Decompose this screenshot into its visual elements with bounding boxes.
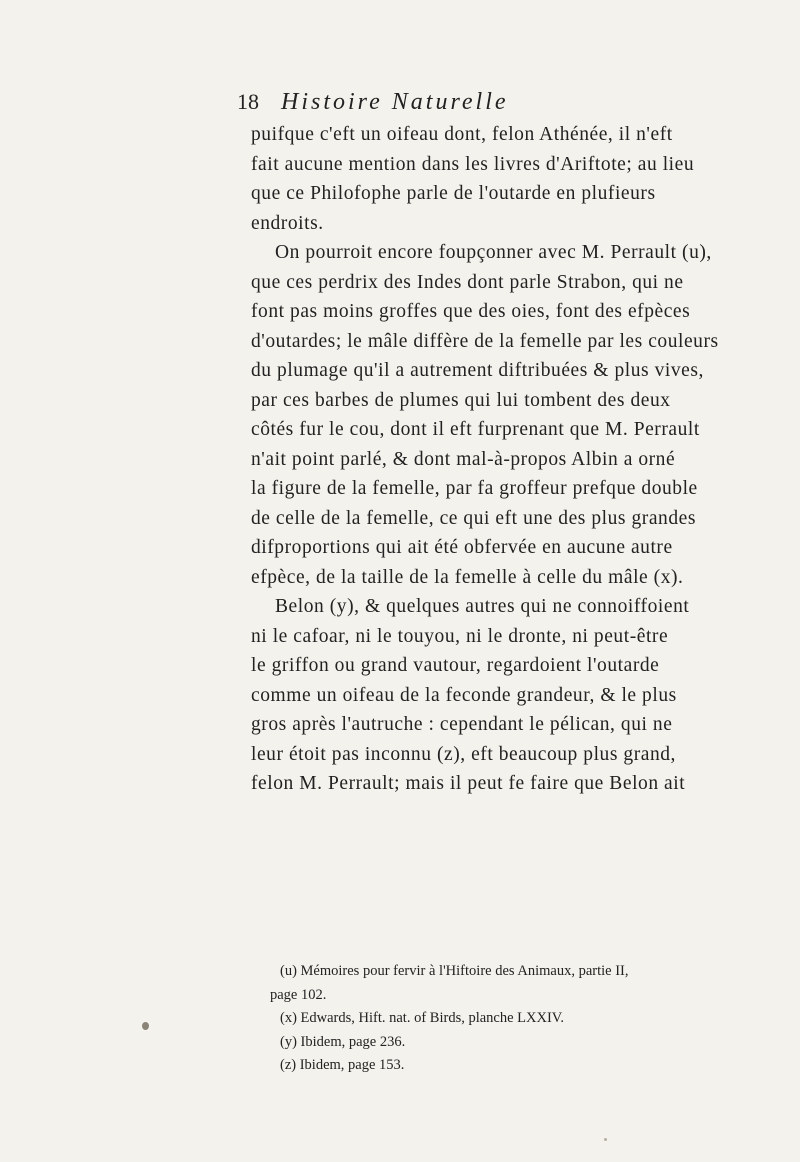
footnote: (y) Ibidem, page 236. [280,1033,406,1050]
text-line: n'ait point parlé, & dont mal-à-propos Albin a orné [251,448,676,470]
footnote: (z) Ibidem, page 153. [280,1057,405,1073]
footnotes [270,960,700,1078]
footnote: (x) Edwards, Hift. nat. of Birds, planche LXXIV. [280,1010,565,1026]
page-header [237,88,677,118]
ink-spot [142,1022,149,1030]
text-line: puifque c'eft un oifeau dont, felon Athénée, il n'eft [251,124,673,145]
ink-spot [604,1138,607,1141]
text-line: fait aucune mention dans les livres d'Ariftote; au lieu [251,153,695,175]
text-line: du plumage qu'il a autrement diftribuées & plus vives, [251,360,704,381]
text-line: ni le cafoar, ni le touyou, ni le dronte, ni peut-être [251,625,669,647]
text-line: comme un oifeau de la feconde grandeur, & le plus [251,684,677,706]
text-line: difproportions qui ait été obfervée en aucune autre [251,537,673,558]
text-line: font pas moins groffes que des oies, font des efpèces [251,301,691,322]
text-line: de celle de la femelle, ce qui eft une des plus grandes [251,507,696,529]
text-line: par ces barbes de plumes qui lui tombent des deux [251,389,671,411]
text-line: efpèce, de la taille de la femelle à celle du mâle (x). [251,566,684,588]
text-line: le griffon ou grand vautour, regardoient l'outarde [251,655,660,676]
paragraph-start-line: On pourroit encore foupçonner avec M. Perrault (u), [275,242,712,263]
text-line: que ce Philofophe parle de l'outarde en plufieurs [251,183,656,204]
text-line: que ces perdrix des Indes dont parle Strabon, qui ne [251,271,684,293]
text-line: d'outardes; le mâle diffère de la femelle par les couleurs [251,330,719,352]
page-number: 18 [237,89,259,114]
footnote-continuation: page 102. [270,986,327,1003]
text-line: gros après l'autruche : cependant le pélican, qui ne [251,714,673,735]
text-line: felon M. Perrault; mais il peut fe faire que Belon ait [251,773,686,794]
running-title: Histoire Naturelle [281,89,509,115]
text-line: leur étoit pas inconnu (z), eft beaucoup plus grand, [251,743,676,765]
body-text [251,120,719,799]
paragraph-start-line: Belon (y), & quelques autres qui ne connoiffoient [275,596,690,617]
text-line: la figure de la femelle, par fa groffeur prefque double [251,478,698,499]
footnote: (u) Mémoires pour fervir à l'Hiftoire des Animaux, partie II, [280,963,629,979]
text-line: endroits. [251,212,324,234]
text-line: côtés fur le cou, dont il eft furprenant que M. Perrault [251,419,700,440]
